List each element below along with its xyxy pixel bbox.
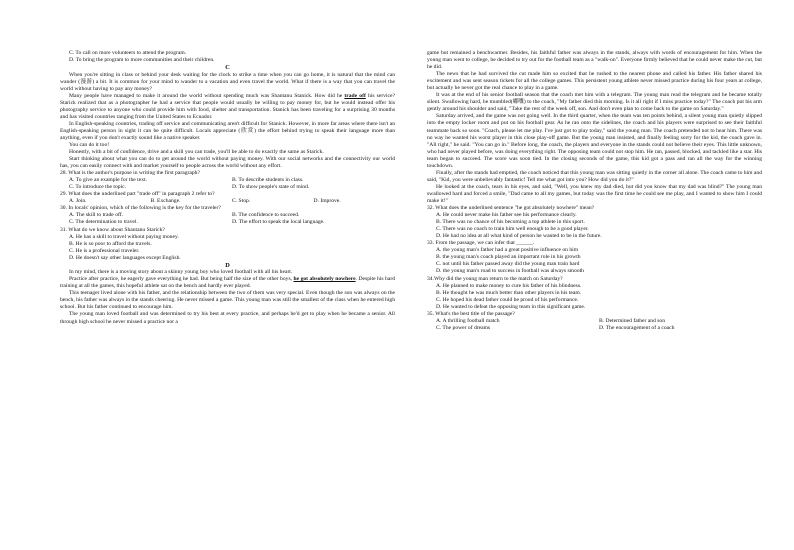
option: C. He is a professional traveler. xyxy=(69,247,140,254)
options-row xyxy=(427,318,762,325)
option: D. He doesn't say other languages except English. xyxy=(69,254,181,261)
option: B. The confidence to succeed. xyxy=(232,212,300,219)
question-35: 35. What's the best title of the passage? xyxy=(427,310,515,317)
option: B. Determined father and son xyxy=(599,317,666,324)
underlined-sentence: he got absolutely nowhere xyxy=(293,276,356,283)
option: B. He thought he was much better than other players in his team. xyxy=(436,289,582,296)
option: A. the young man's father had a great positive influence on him xyxy=(436,247,579,254)
option: C. He hoped his dead father could be proud of his performance. xyxy=(436,296,579,303)
question-31: 31. What do we know about Shantanu Starick? xyxy=(60,226,165,233)
option: B. He is so poor to afford the travels. xyxy=(69,240,152,247)
option: C. There was no coach to train him well enough to be a good player. xyxy=(436,226,589,233)
paragraph: Start thinking about what you can do to get around the world without paying money. With our social networks and the connectivity our world has, you can easily connect with and market yourself to people across the world without any effort. xyxy=(60,156,395,170)
question-29: 29. What does the underlined part "trade off" in paragraph 2 refer to? xyxy=(60,191,215,198)
question-30: 30. In locals' opinion, which of the following is the key for the traveler? xyxy=(60,205,221,212)
option: C. not until his father passed away did the young man train hard xyxy=(436,261,580,268)
paragraph: It was at the end of his senior football season that the coach met him with a telegram. The young man read the telegram and he became totally silent. Swallowing hard, he mumbled(嘟囔) to the coach, "My father died this morning. Is it all right if I miss practice today?" The coach put his arm gently around his shoulder and said, "Take the rest of the week off, son. And don't even plan to come back to the game on Saturday." xyxy=(427,92,762,113)
paragraph: He looked at the coach, tears in his eyes, and said, "Well, you knew my dad died, but did you know that my dad was blind?" The young man swallowed hard and forced a smile, "Dad came to all my games, but today was the first time he could see me play, and I wanted to show him I could make it!" xyxy=(427,183,762,204)
option: B. the young man's coach played an important role in his growth xyxy=(436,254,581,261)
option: C. To introduce the topic. xyxy=(69,184,126,191)
right-column xyxy=(427,50,762,332)
paragraph: In English-speaking countries, trading off service and communicating aren't difficult for Stanick. However, in more far areas where there isn't an English-speaking person in sight it can be quite difficult. Locals appreciate (欣赏) the effort behind trying to speak their language more than anything, even if you don't exactly sound like a native speaker. xyxy=(60,120,395,141)
option: D. He had no idea at all what kind of person he wanted to be in the future. xyxy=(436,233,602,240)
paragraph xyxy=(60,276,395,290)
options-row xyxy=(60,219,395,226)
options-row xyxy=(60,212,395,219)
option: B. To describe students in class. xyxy=(232,177,304,184)
option: A. To give an example for the text. xyxy=(69,177,147,184)
option: B. There was no chance of his becoming a top athlete in this sport. xyxy=(436,219,585,226)
options-row xyxy=(60,177,395,184)
option: D. Improve. xyxy=(313,198,341,205)
section-heading-c: C xyxy=(225,64,230,72)
option: A. A thrilling football match xyxy=(436,317,500,324)
option: B. Exchange. xyxy=(150,198,181,205)
text-run: Many people have managed to make it around the world without spending much was Shantanu Stanick. How did he xyxy=(69,92,345,99)
paragraph: The news that he had survived the cut made him so excited that he rushed to the nearest phone and called his father. His father shared his excitement and was sent season tickets for all the college games. This persistent young athlete never missed practice during his four years at college, but actually he never got the real chance to play in a game. xyxy=(427,71,762,92)
question-28: 28. What is the author's purpose in writing the first paragraph? xyxy=(60,170,200,177)
option: C. The power of dreams xyxy=(436,324,491,331)
option: D. He wanted to defeat the opposing team in this significant game. xyxy=(436,303,586,310)
option: A. He has a skill to travel without paying money. xyxy=(69,233,179,240)
option: D. The encouragement of a coach xyxy=(599,324,675,331)
paragraph: When you're sitting in class or behind your desk waiting for the clock to strike a time when you can go home, it is natural that the mind can wander (漫游) a bit. It is common for your mind to wander to a vacation and even travel the world. What if there is a way that you can travel the world without having to pay any money? xyxy=(60,71,395,92)
section-heading-d: D xyxy=(225,261,230,269)
question-32: 32. What does the underlined sentence "he got absolutely nowhere" mean? xyxy=(427,205,595,212)
paragraph: In my mind, there is a moving story about a skinny young boy who loved football with all his heart. xyxy=(69,269,293,276)
option: C. Stop. xyxy=(232,198,251,205)
option-c: C. To call on more volunteers to attend the program. xyxy=(69,50,187,56)
option: A. The skill to trade off. xyxy=(69,212,124,219)
paragraph: Finally, after the stands had emptied, the coach noticed that this young man was sitting quietly in the corner all alone. The coach came to him and said, "Kid, you were unbelievably fantastic! Tell me what got into you? How did you do it?" xyxy=(427,169,762,183)
option: D. the young man's road to success in football was always smooth xyxy=(436,268,584,275)
option: A. He could never make his father see his performance clearly. xyxy=(436,212,577,219)
option: D. The effort to speak the local language. xyxy=(232,219,325,226)
option: A. He planned to make money to cure his father of his blindness. xyxy=(436,282,582,289)
paragraph: game but remained a benchwarmer. Besides, his faithful father was always in the stands, always with words of encouragement for him. When the young man went to college, he decided to try out for the football team as a "walk-on". Everyone firmly believed that he could never make the cut, but he did. xyxy=(427,50,762,71)
option: A. Join. xyxy=(69,198,87,205)
question-33: 33. From the passage, we can infer that ______. xyxy=(427,240,535,247)
paragraph: Saturday arrived, and the game was not going well. In the third quarter, when the team was ten points behind, a silent young man quietly slipped into the empty locker room and put on his football gear. As he ran onto the sidelines, the coach and his players were surprised to see their faithful teammate back so soon. "Coach, please let me play. I've just got to play today," said the young man. The coach pretended not to hear him. There was no way he wanted his worst player in this close play-off game. But the young man insisted, and finally feeling sorry for the kid, the coach gave in. "All right," he said. "You can go in." Before long, the coach, the players and everyone in the stands could not believe their eyes. This little unknown, who had never played before, was doing everything right. The opposing team could not stop him. He ran, passed, blocked, and tackled like a star. His team began to succeed. The score was soon tied. In the closing seconds of the game, this kid got a pass and ran all the way for the winning touchdown. xyxy=(427,113,762,169)
paragraph: You can do it too! xyxy=(69,141,110,148)
text-run: . Despite his hard training at all the games, this hopeful athlete sat on the bench and hardly ever played. xyxy=(60,276,395,290)
text-run: Practice after practice, he eagerly gave everything he had. But being half the size of the other boys, xyxy=(69,276,294,283)
paragraph: The young man loved football and was determined to try his best at every practice, and perhaps he'd get to play when he became a senior. All through high school he never missed a practice nor a xyxy=(60,311,395,325)
option: C. The determination to travel. xyxy=(69,219,138,226)
question-34: 34.Why did the young man return to the match on Saturday? xyxy=(427,275,563,282)
option: D. To show people's state of mind. xyxy=(232,184,310,191)
text-run: his service? Starick realized that as a photographer he had a service that people would usually be willing to pay money for, but he would instead offer his photography service to anyone who could provide him with food, shelter and transportation. Stanick has been traveling for a surprising 30 months and has visited countries ranging from the United States to Ecuador. xyxy=(60,92,395,120)
underlined-phrase: trade off xyxy=(344,92,366,99)
paragraph: This teenager lived alone with his father, and the relationship between the two of them was very special. Even though the son was always on the bench, his father was always in the stands cheering. He never missed a game. This young man was still the smallest of the class when he entered high school. But his father continued to encourage him. xyxy=(60,290,395,311)
options-row xyxy=(427,325,762,332)
option-d: D. To bring the program to more communities and their children. xyxy=(69,57,215,64)
left-column xyxy=(60,50,395,326)
paragraph: Honestly, with a bit of confidence, drive and a skill you can trade, you'll be able to do exactly the same as Starick. xyxy=(69,149,324,156)
paragraph xyxy=(60,93,395,121)
